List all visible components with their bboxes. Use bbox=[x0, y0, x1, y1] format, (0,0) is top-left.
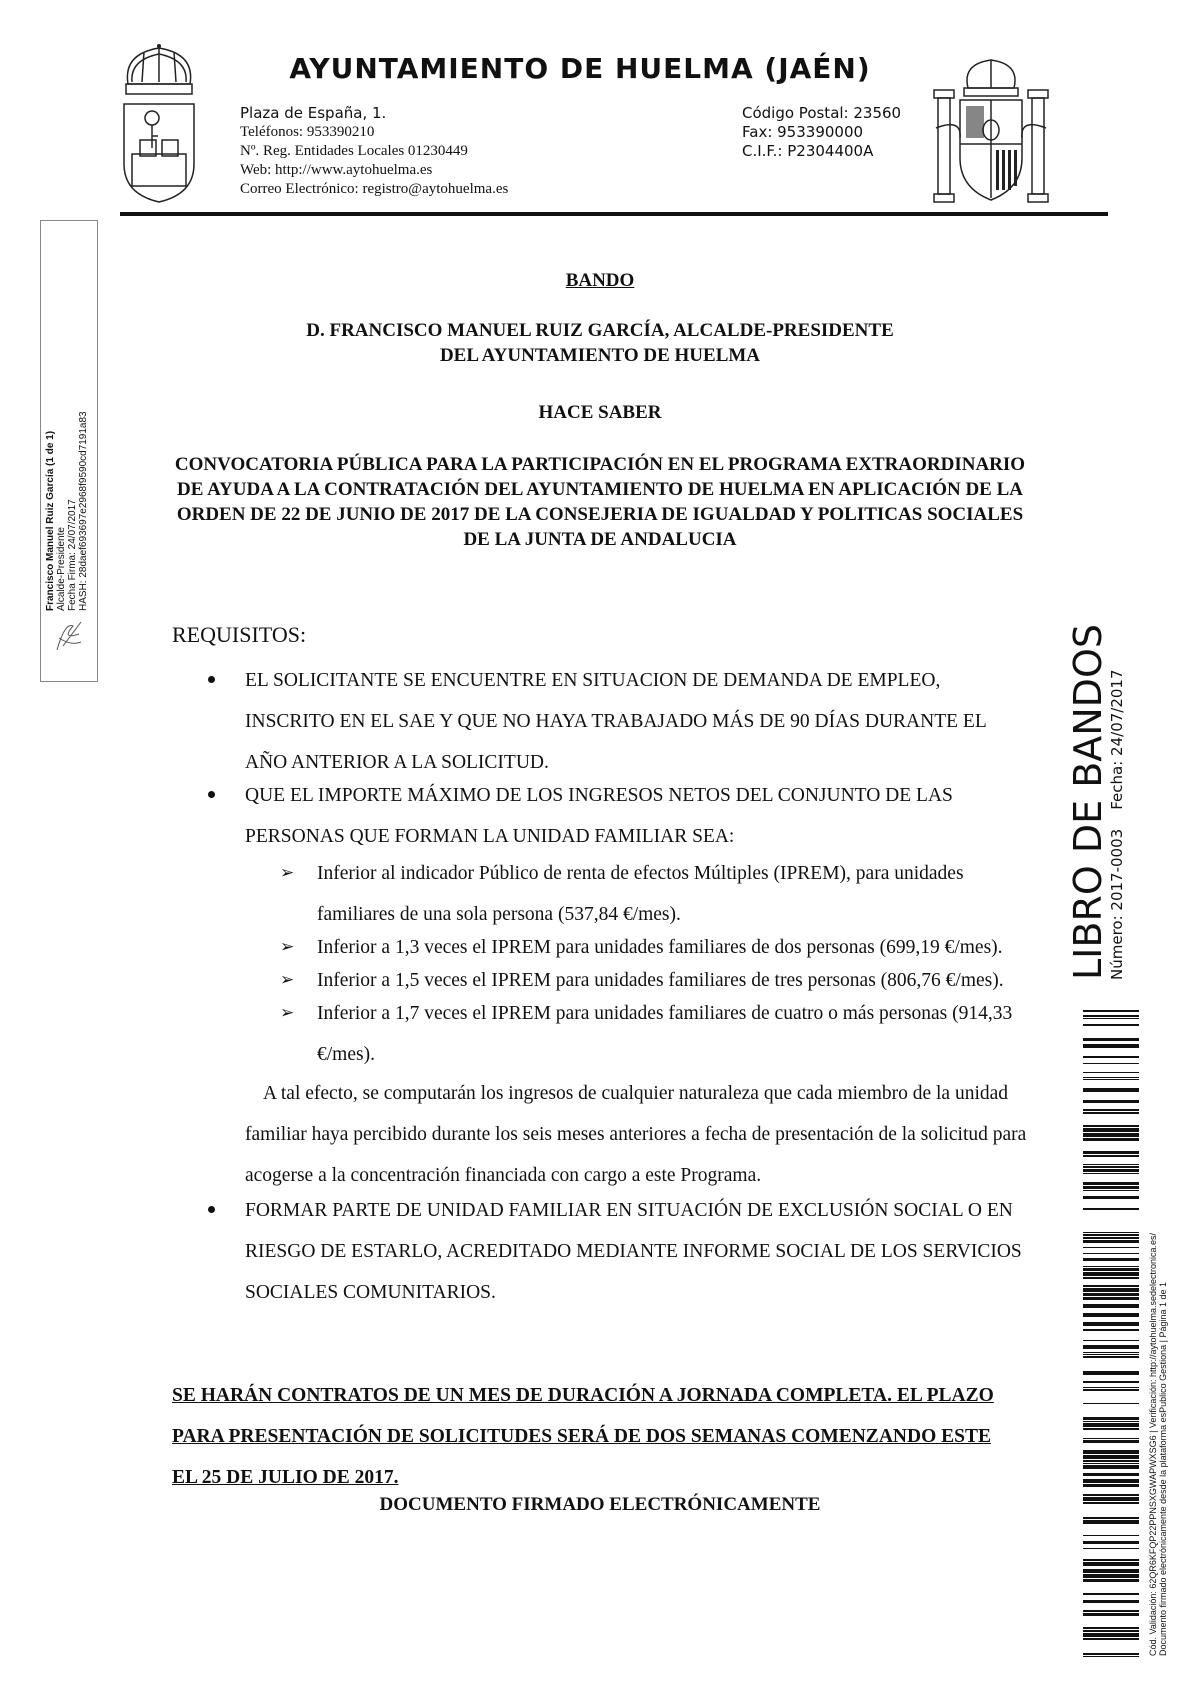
barcode-bar bbox=[1083, 1268, 1139, 1271]
barcode-bar bbox=[1083, 1387, 1139, 1388]
barcode-bar bbox=[1083, 1133, 1139, 1137]
barcode-bar bbox=[1083, 1272, 1139, 1276]
barcode-bar bbox=[1083, 1421, 1139, 1422]
barcode-icon bbox=[1083, 1010, 1139, 1665]
barcode-bar bbox=[1083, 1018, 1139, 1019]
header-cif: C.I.F.: P2304400A bbox=[742, 142, 874, 160]
signature-text bbox=[45, 191, 89, 611]
bullet-icon bbox=[208, 791, 215, 798]
barcode-bar bbox=[1083, 1656, 1139, 1657]
arrow-bullet-icon: ➢ bbox=[280, 937, 295, 957]
barcode-bar bbox=[1083, 1010, 1139, 1012]
barcode-bar bbox=[1083, 1015, 1139, 1017]
barcode-bar bbox=[1083, 1455, 1139, 1459]
barcode-bar bbox=[1083, 1593, 1139, 1595]
barcode-bar bbox=[1083, 1579, 1139, 1582]
barcode-bar bbox=[1083, 1112, 1139, 1114]
barcode-bar bbox=[1083, 1440, 1139, 1443]
barcode-bar bbox=[1083, 1562, 1139, 1566]
barcode-bar bbox=[1083, 1354, 1139, 1355]
barcode-bar bbox=[1083, 1313, 1139, 1317]
barcode-bar bbox=[1083, 1463, 1139, 1464]
header-web: Web: http://www.aytohuelma.es bbox=[240, 162, 433, 178]
barcode-bar bbox=[1083, 1403, 1139, 1404]
barcode-bar bbox=[1083, 1494, 1139, 1496]
header-registry: Nº. Reg. Entidades Locales 01230449 bbox=[240, 143, 468, 159]
threshold-2: Inferior a 1,3 veces el IPREM para unidades familiares de dos personas (699,19 €/mes). bbox=[317, 937, 1003, 958]
requirement-2: QUE EL IMPORTE MÁXIMO DE LOS INGRESOS NETOS DEL CONJUNTO DE LAS PERSONAS QUE FORMAN LA UNIDAD FAMILIAR SEA: bbox=[245, 785, 953, 847]
barcode-bar bbox=[1083, 1038, 1139, 1041]
barcode-bar bbox=[1083, 1389, 1139, 1391]
barcode-bar bbox=[1083, 1234, 1139, 1236]
requirement-1: EL SOLICITANTE SE ENCUENTRE EN SITUACION DE DEMANDA DE EMPLEO, INSCRITO EN EL SAE Y QUE NO HAYA TRABAJADO MÁS DE 90 DÍAS DURANTE EL AÑO ANTERIOR A LA SOLICITUD. bbox=[245, 670, 987, 773]
arrow-bullet-icon: ➢ bbox=[280, 970, 295, 990]
convocatoria-heading: CONVOCATORIA PÚBLICA PARA LA PARTICIPACIÓN EN EL PROGRAMA EXTRAORDINARIO DE AYUDA A LA CONTRATACIÓN DEL AYUNTAMIENTO DE HUELMA EN APLICACIÓN DE LA ORDEN DE 22 DE JUNIO DE 2017 DE LA CONSEJERIA DE IGUALDAD Y POLITICAS SOCIALES DE LA JUNTA DE ANDALUCIA bbox=[174, 454, 1026, 550]
barcode-bar bbox=[1083, 1329, 1139, 1331]
list-item bbox=[275, 993, 1030, 1075]
barcode-bar bbox=[1083, 1109, 1139, 1111]
barcode-bar bbox=[1083, 1208, 1139, 1210]
barcode-bar bbox=[1083, 1484, 1139, 1487]
barcode-bar bbox=[1083, 1079, 1139, 1080]
barcode-bar bbox=[1083, 1100, 1139, 1103]
signature-box bbox=[40, 220, 98, 682]
huelma-coat-of-arms bbox=[118, 44, 200, 206]
list-item bbox=[200, 1190, 1030, 1313]
arrow-bullet-icon: ➢ bbox=[280, 863, 295, 883]
bullet-icon bbox=[208, 1206, 215, 1213]
signature-scribble-icon bbox=[51, 616, 87, 661]
barcode-bar bbox=[1083, 1247, 1139, 1248]
barcode-bar bbox=[1083, 1638, 1139, 1640]
header-divider bbox=[120, 212, 1108, 216]
barcode-bar bbox=[1083, 1044, 1139, 1048]
barcode-bar bbox=[1083, 1497, 1139, 1501]
verification-line-1: Cód. Validación: 62QR6KFQP22PPNSXGWAPWXSG6 | Verificación: http://aytohuelma.sedelectronica.es/ bbox=[1148, 1232, 1158, 1656]
requisitos-title: REQUISITOS: bbox=[172, 622, 307, 647]
spain-coat-of-arms bbox=[932, 58, 1050, 208]
barcode-bar bbox=[1083, 1535, 1139, 1536]
barcode-bar bbox=[1083, 1600, 1139, 1603]
barcode-bar bbox=[1083, 1548, 1139, 1549]
header-contact-left bbox=[240, 104, 508, 199]
barcode-bar bbox=[1083, 1288, 1139, 1292]
barcode-bar bbox=[1083, 1088, 1139, 1092]
list-item bbox=[200, 775, 1030, 857]
threshold-1: Inferior al indicador Público de renta de efectos Múltiples (IPREM), para unidades familiares de una sola persona (537,84 €/mes). bbox=[317, 863, 964, 925]
barcode-bar bbox=[1083, 1258, 1139, 1261]
header-postal-code: Código Postal: 23560 bbox=[742, 104, 902, 122]
barcode-bar bbox=[1083, 1627, 1139, 1629]
barcode-bar bbox=[1083, 1182, 1139, 1185]
header-fax: Fax: 953390000 bbox=[742, 123, 864, 141]
income-thresholds-list bbox=[275, 853, 1030, 1075]
barcode-bar bbox=[1083, 1450, 1139, 1454]
barcode-bar bbox=[1083, 1166, 1139, 1168]
list-item bbox=[200, 660, 1030, 783]
arrow-bullet-icon: ➢ bbox=[280, 1003, 295, 1023]
barcode-bar bbox=[1083, 1381, 1139, 1383]
barcode-bar bbox=[1083, 1569, 1139, 1573]
bando-title: BANDO bbox=[565, 270, 635, 291]
header-contact-right bbox=[742, 104, 901, 161]
verification-line-2: Documento firmado electrónicamente desde la plataforma esPublico Gestiona | Página 1 de 1 bbox=[1158, 1281, 1168, 1656]
barcode-bar bbox=[1083, 1340, 1139, 1341]
barcode-bar bbox=[1083, 1371, 1139, 1375]
barcode-bar bbox=[1083, 1186, 1139, 1189]
barcode-bar bbox=[1083, 1237, 1139, 1239]
barcode-bar bbox=[1083, 1322, 1139, 1326]
barcode-bar bbox=[1083, 1473, 1139, 1476]
barcode-bar bbox=[1083, 1196, 1139, 1199]
list-item bbox=[275, 853, 1030, 935]
barcode-bar bbox=[1083, 1240, 1139, 1243]
barcode-bar bbox=[1083, 1297, 1139, 1300]
barcode-bar bbox=[1083, 1610, 1139, 1612]
signature-name: Francisco Manuel Ruiz García (1 de 1) bbox=[45, 430, 56, 611]
contract-terms: SE HARÁN CONTRATOS DE UN MES DE DURACIÓN A JORNADA COMPLETA. EL PLAZO PARA PRESENTACIÓN DE SOLICITUDES SERÁ DE DOS SEMANAS COMENZANDO ESTE EL 25 DE JULIO DE 2017. bbox=[172, 1385, 994, 1488]
barcode-bar bbox=[1083, 1559, 1139, 1561]
signature-role: Alcalde-Presidente bbox=[56, 527, 67, 611]
barcode-bar bbox=[1083, 1438, 1139, 1439]
barcode-bar bbox=[1083, 1173, 1139, 1174]
verification-text bbox=[1148, 1233, 1168, 1656]
threshold-4: Inferior a 1,7 veces el IPREM para unidades familiares de cuatro o más personas (914,33 €/mes). bbox=[317, 1003, 1013, 1065]
barcode-bar bbox=[1083, 1465, 1139, 1469]
barcode-bar bbox=[1083, 1277, 1139, 1279]
barcode-bar bbox=[1083, 1072, 1139, 1073]
hace-saber-heading: HACE SABER bbox=[538, 402, 662, 423]
electronic-signature-note: DOCUMENTO FIRMADO ELECTRÓNICAMENTE bbox=[379, 1494, 821, 1515]
registry-book: LIBRO DE BANDOS bbox=[1066, 624, 1110, 980]
registry-number: Número: 2017-0003 bbox=[1108, 828, 1126, 980]
barcode-bar bbox=[1083, 1151, 1139, 1154]
header-title: AYUNTAMIENTO DE HUELMA (JAÉN) bbox=[289, 52, 871, 85]
barcode-bar bbox=[1083, 1517, 1139, 1519]
header-address: Plaza de España, 1. bbox=[240, 104, 387, 122]
barcode-bar bbox=[1083, 1128, 1139, 1132]
barcode-bar bbox=[1083, 1285, 1139, 1287]
barcode-bar bbox=[1083, 1633, 1139, 1637]
registry-stamp bbox=[1068, 624, 1126, 980]
threshold-3: Inferior a 1,5 veces el IPREM para unidades familiares de tres personas (806,76 €/mes). bbox=[317, 970, 1004, 991]
barcode-bar bbox=[1083, 1266, 1139, 1267]
barcode-bar bbox=[1083, 1232, 1139, 1233]
barcode-bar bbox=[1083, 1423, 1139, 1427]
registry-number-date bbox=[1108, 624, 1126, 980]
barcode-bar bbox=[1083, 1024, 1139, 1026]
barcode-bar bbox=[1083, 1460, 1139, 1462]
barcode-bar bbox=[1083, 1613, 1139, 1616]
requirements-list bbox=[200, 660, 1030, 1313]
barcode-bar bbox=[1083, 1125, 1139, 1127]
bullet-icon bbox=[208, 676, 215, 683]
barcode-bar bbox=[1083, 1653, 1139, 1655]
barcode-bar bbox=[1083, 1138, 1139, 1141]
income-computation-paragraph: A tal efecto, se computarán los ingresos de cualquier naturaleza que cada miembro de la unidad familiar haya percibido durante los seis meses anteriores a fecha de presentación de la solicitud para acogerse a la concentración financiada con cargo a este Programa. bbox=[245, 1083, 1027, 1186]
barcode-bar bbox=[1083, 1428, 1139, 1430]
alcalde-heading: D. FRANCISCO MANUEL RUIZ GARCÍA, ALCALDE-PRESIDENTE DEL AYUNTAMIENTO DE HUELMA bbox=[306, 320, 894, 366]
barcode-bar bbox=[1083, 1253, 1139, 1254]
requirement-3: FORMAR PARTE DE UNIDAD FAMILIAR EN SITUACIÓN DE EXCLUSIÓN SOCIAL O EN RIESGO DE ESTARLO, ACREDITADO MEDIANTE INFORME SOCIAL DE LOS SERVICIOS SOCIALES COMUNITARIOS. bbox=[245, 1200, 1022, 1303]
barcode-bar bbox=[1083, 1352, 1139, 1353]
header-phones: Teléfonos: 953390210 bbox=[240, 124, 375, 140]
header-email: Correo Electrónico: registro@aytohuelma.es bbox=[240, 181, 509, 197]
barcode-bar bbox=[1083, 1502, 1139, 1504]
barcode-bar bbox=[1083, 1479, 1139, 1483]
barcode-bar bbox=[1083, 1155, 1139, 1157]
barcode-bar bbox=[1083, 1190, 1139, 1191]
barcode-bar bbox=[1083, 1356, 1139, 1358]
barcode-bar bbox=[1083, 1630, 1139, 1632]
signature-hash: HASH: 28daef693697e2968f9590cd7191a83 bbox=[78, 411, 89, 611]
barcode-bar bbox=[1083, 1169, 1139, 1172]
barcode-bar bbox=[1083, 1056, 1139, 1058]
barcode-bar bbox=[1083, 1541, 1139, 1544]
barcode-bar bbox=[1083, 1520, 1139, 1524]
barcode-bar bbox=[1083, 1345, 1139, 1349]
barcode-bar bbox=[1083, 1164, 1139, 1165]
barcode-bar bbox=[1083, 1063, 1139, 1064]
barcode-bar bbox=[1083, 1574, 1139, 1578]
barcode-bar bbox=[1083, 1417, 1139, 1420]
registry-date: Fecha: 24/07/2017 bbox=[1108, 669, 1126, 810]
barcode-bar bbox=[1083, 1304, 1139, 1308]
signature-date: Fecha Firma: 24/07/2017 bbox=[67, 499, 78, 611]
barcode-bar bbox=[1083, 1293, 1139, 1296]
barcode-bar bbox=[1083, 1077, 1139, 1078]
